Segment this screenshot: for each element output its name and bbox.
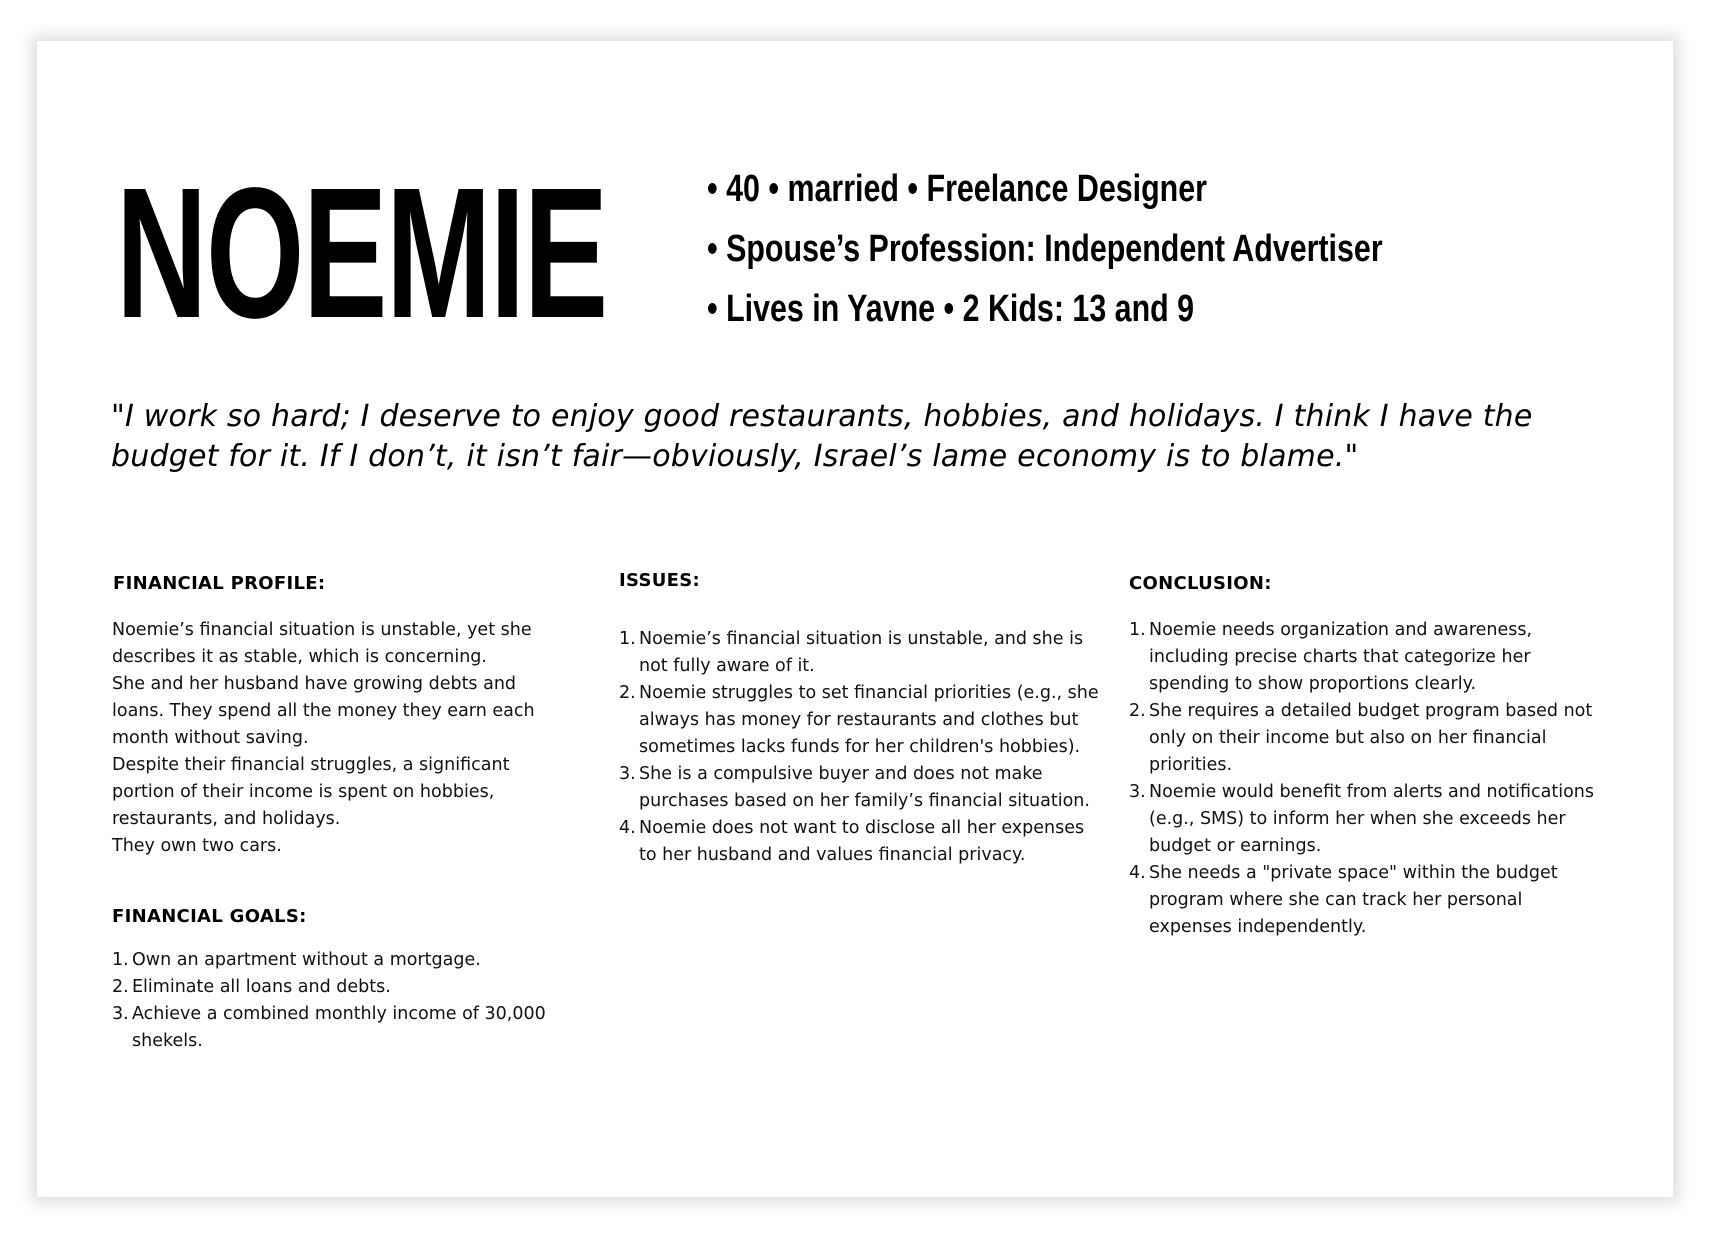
list-text: She is a compulsive buyer and does not make purchases based on her family’s financial situation.: [639, 764, 1090, 811]
list-number: 4.: [1129, 863, 1146, 883]
list-text: Noemie would benefit from alerts and notifications (e.g., SMS) to inform her when she exceeds her budget or earnings.: [1149, 782, 1595, 856]
financial-goals-heading: FINANCIAL GOALS:: [112, 906, 307, 927]
financial-profile-paragraph: She and her husband have growing debts and loans. They spend all the money they earn each month without saving.: [112, 674, 535, 748]
fact-location-kids: • Lives in Yavne • 2 Kids: 13 and 9: [707, 288, 1195, 330]
list-text: Noemie does not want to disclose all her expenses to her husband and values financial privacy.: [639, 818, 1085, 865]
financial-profile-paragraph: Despite their financial struggles, a significant portion of their income is spent on hobbies, restaurants, and holidays.: [112, 755, 510, 829]
issues-list: [619, 626, 1099, 869]
financial-profile-paragraph: Noemie’s financial situation is unstable, yet she describes it as stable, which is concerning.: [112, 620, 532, 667]
list-item: [1129, 617, 1609, 698]
list-item: [619, 761, 1099, 815]
list-item: [112, 947, 602, 974]
list-text: She requires a detailed budget program based not only on their income but also on her financial priorities.: [1149, 701, 1593, 775]
list-item: [619, 680, 1099, 761]
financial-goals-list: [112, 947, 602, 1055]
list-text: Achieve a combined monthly income of 30,000 shekels.: [132, 1004, 546, 1051]
list-number: 1.: [619, 629, 636, 649]
financial-profile-heading: FINANCIAL PROFILE:: [113, 573, 326, 594]
list-item: [619, 815, 1099, 869]
conclusion-heading: CONCLUSION:: [1129, 573, 1272, 594]
list-item: [112, 1001, 602, 1055]
list-text: Noemie needs organization and awareness, including precise charts that categorize her spending to show proportions clearly.: [1149, 620, 1533, 694]
list-number: 3.: [619, 764, 636, 784]
list-number: 2.: [619, 683, 636, 703]
list-text: Own an apartment without a mortgage.: [132, 950, 481, 970]
issues-heading: ISSUES:: [619, 570, 700, 591]
list-item: [1129, 779, 1609, 860]
list-text: Eliminate all loans and debts.: [132, 977, 391, 997]
list-item: [1129, 860, 1609, 941]
list-text: Noemie’s financial situation is unstable, and she is not fully aware of it.: [639, 629, 1084, 676]
list-number: 2.: [112, 977, 129, 997]
persona-name: NOEMIE: [116, 150, 607, 357]
list-item: [112, 974, 602, 1001]
financial-profile-paragraph: They own two cars.: [112, 836, 282, 856]
list-number: 3.: [1129, 782, 1146, 802]
list-number: 1.: [112, 950, 129, 970]
fact-spouse-profession: • Spouse’s Profession: Independent Advertiser: [707, 228, 1383, 270]
persona-card: [37, 41, 1673, 1197]
list-number: 4.: [619, 818, 636, 838]
list-text: She needs a "private space" within the budget program where she can track her personal expenses independently.: [1149, 863, 1558, 937]
list-item: [619, 626, 1099, 680]
list-number: 1.: [1129, 620, 1146, 640]
financial-profile-text: [112, 617, 562, 860]
fact-age-profession: • 40 • married • Freelance Designer: [707, 168, 1207, 210]
list-item: [1129, 698, 1609, 779]
list-number: 2.: [1129, 701, 1146, 721]
conclusion-list: [1129, 617, 1609, 941]
list-text: Noemie struggles to set financial priorities (e.g., she always has money for restaurants and clothes but sometimes lacks funds for her children's hobbies).: [639, 683, 1099, 757]
list-number: 3.: [112, 1004, 129, 1024]
persona-quote: "I work so hard; I deserve to enjoy good restaurants, hobbies, and holidays. I think I have the budget for it. If I don’t, it isn’t fair—obviously, Israel’s lame economy is to blame.": [111, 399, 1533, 474]
persona-facts: [707, 159, 1552, 339]
